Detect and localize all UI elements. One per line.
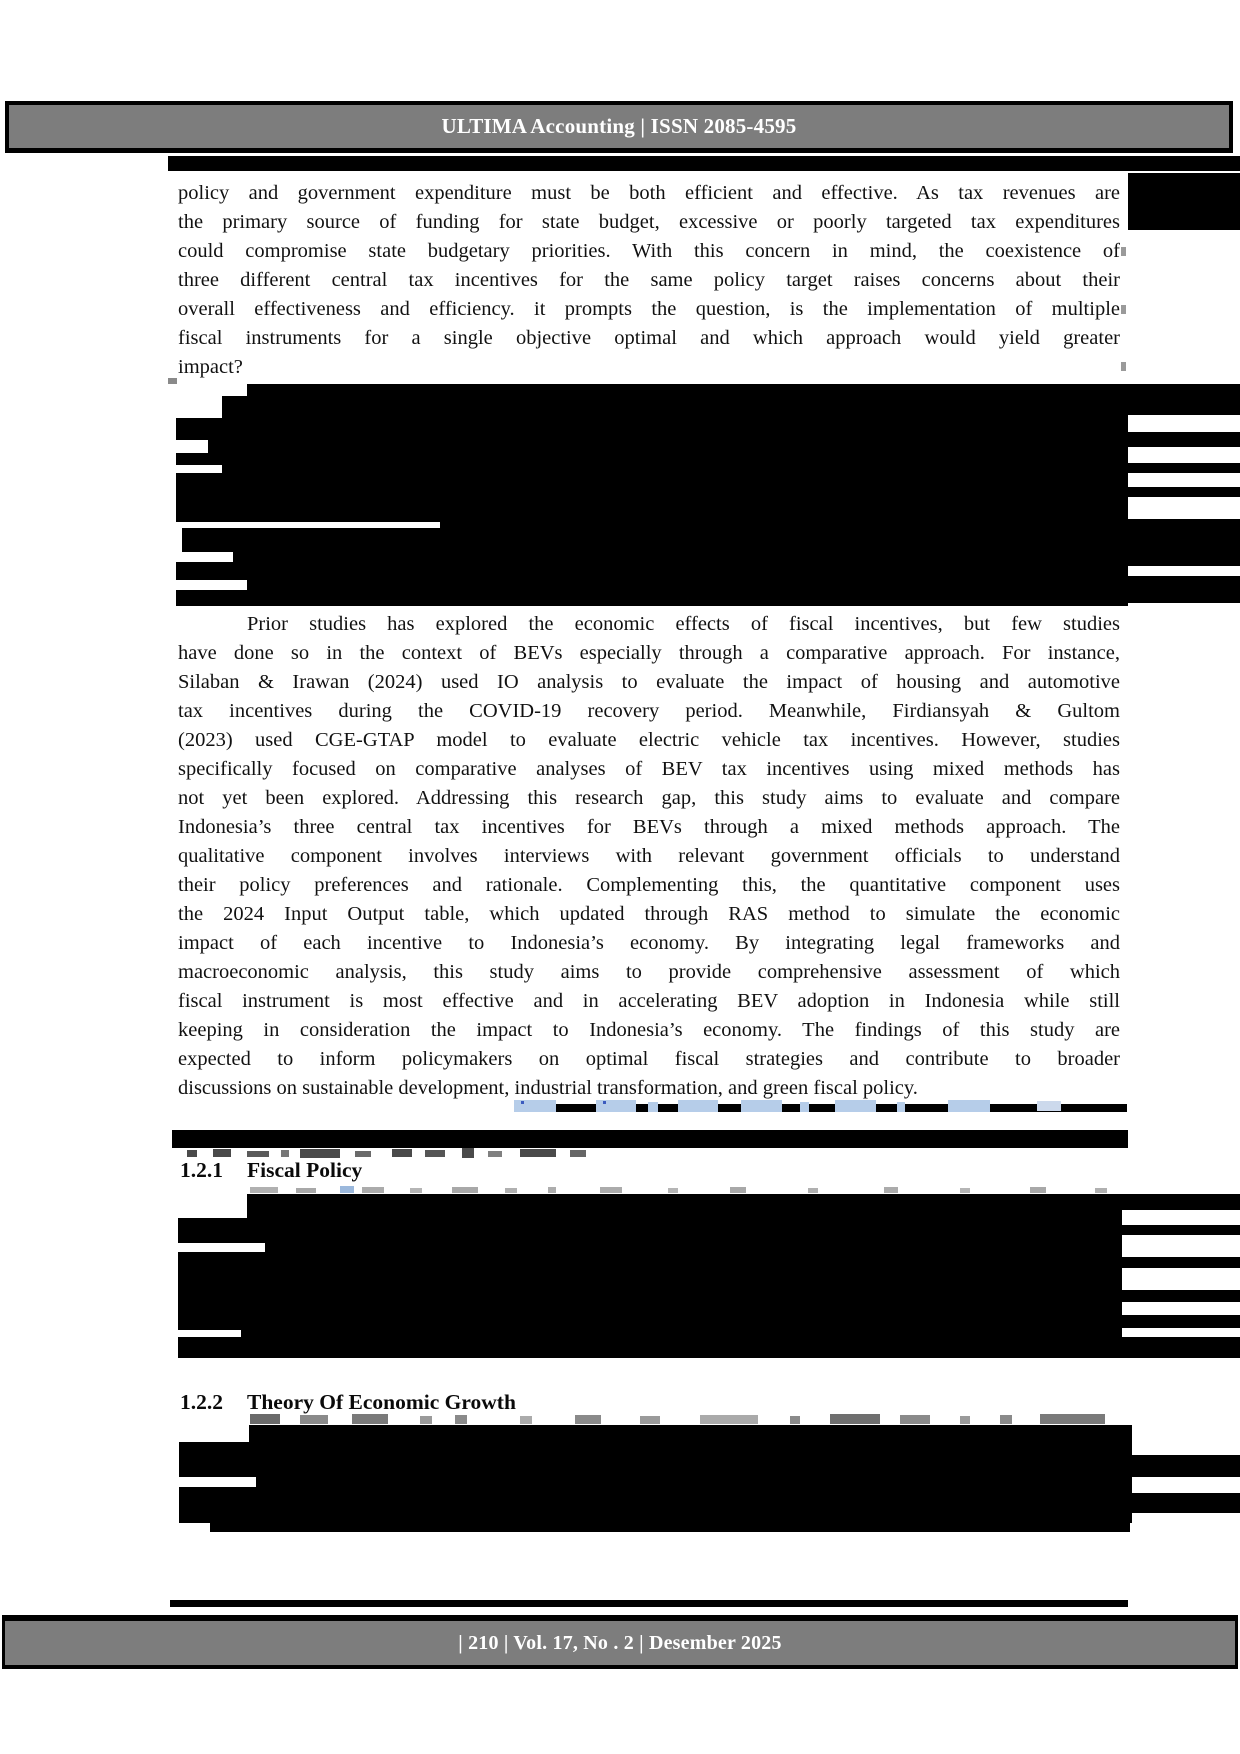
redaction-block (603, 1101, 606, 1104)
redaction-block (1121, 247, 1126, 256)
body-text-line: qualitative component involves interviews with relevant government officials to understand (178, 845, 1120, 867)
redaction-block (352, 1414, 388, 1424)
body-text-line: the 2024 Input Output table, which updated through RAS method to simulate the economic (178, 903, 1120, 925)
redaction-block (1122, 1257, 1240, 1268)
redaction-block (1128, 576, 1240, 603)
redaction-block (521, 1101, 524, 1104)
journal-footer-bar (2, 1615, 1238, 1669)
section-title: Theory Of Economic Growth (247, 1390, 516, 1414)
redaction-block (741, 1100, 782, 1112)
redaction-block (596, 1100, 636, 1112)
redaction-block (948, 1100, 990, 1112)
body-text-line: Silaban & Irawan (2024) used IO analysis to evaluate the impact of housing and automotive (178, 671, 1120, 693)
redaction-block (505, 1188, 517, 1193)
journal-header-text: ULTIMA Accounting | ISSN 2085-4595 (441, 114, 797, 138)
body-text-line: Prior studies has explored the economic effects of fiscal incentives, but few studies (247, 613, 1120, 635)
paragraph-prior-studies (178, 610, 1120, 1103)
section-heading-1-2-1 (180, 1157, 362, 1183)
redaction-block (187, 1150, 197, 1157)
redaction-block (250, 1187, 278, 1193)
redaction-block (1030, 1187, 1046, 1193)
section-number: 1.2.2 (180, 1390, 223, 1414)
redaction-block (172, 1130, 1128, 1148)
redaction-block (1040, 1414, 1105, 1424)
redaction-block (488, 1151, 502, 1157)
body-text-line: their policy preferences and rationale. Complementing this, the quantitative component uses (178, 874, 1120, 896)
redaction-block (296, 1188, 316, 1193)
redaction-block (178, 1337, 1122, 1358)
redaction-block (678, 1100, 718, 1112)
redaction-block (808, 1188, 818, 1193)
redaction-block (455, 1415, 467, 1424)
redaction-block (830, 1414, 880, 1424)
redaction-block (1128, 432, 1240, 447)
body-text-line: policy and government expenditure must be both efficient and effective. As tax revenues are (178, 182, 1120, 204)
redaction-block (179, 1442, 1132, 1477)
body-text-line: tax incentives during the COVID-19 recovery period. Meanwhile, Firdiansyah & Gultom (178, 700, 1120, 722)
redaction-block (884, 1187, 898, 1193)
redaction-block (170, 1600, 1128, 1607)
redaction-block (410, 1188, 422, 1193)
redaction-block (800, 1102, 809, 1112)
redaction-block (249, 1425, 1132, 1442)
redaction-block (178, 1252, 1122, 1330)
redaction-block (1128, 384, 1240, 415)
redaction-block (425, 1150, 445, 1157)
redaction-block (1095, 1188, 1107, 1193)
redaction-block (176, 590, 1128, 606)
paragraph-intro (178, 179, 1120, 382)
journal-footer-text: | 210 | Vol. 17, No . 2 | Desember 2025 (458, 1631, 782, 1654)
redaction-block (300, 1415, 328, 1424)
redaction-block (176, 418, 1128, 440)
redaction-block (179, 1487, 1132, 1513)
redaction-block (1122, 1290, 1240, 1302)
redaction-block (208, 440, 1128, 453)
body-text-line: impact? (178, 356, 243, 378)
redaction-block (1121, 362, 1126, 371)
redaction-block (700, 1415, 758, 1424)
body-text-line: Indonesia’s three central tax incentives for BEVs through a mixed methods approach. The (178, 816, 1120, 838)
redaction-block (1128, 463, 1240, 473)
redaction-block (900, 1415, 930, 1424)
redaction-block (452, 1187, 478, 1193)
body-text-line: macroeconomic analysis, this study aims to provide comprehensive assessment of which (178, 961, 1120, 983)
redaction-block (1122, 1225, 1240, 1235)
redaction-block (960, 1188, 970, 1193)
body-text-line: overall effectiveness and efficiency. it prompts the question, is the implementation of multiple (178, 298, 1120, 320)
body-text-line: impact of each incentive to Indonesia’s economy. By integrating legal frameworks and (178, 932, 1120, 954)
section-heading-1-2-2 (180, 1389, 516, 1415)
redaction-block (168, 378, 177, 384)
redaction-block (1122, 1194, 1240, 1210)
redaction-block (1128, 519, 1240, 566)
redaction-block (520, 1416, 532, 1424)
redaction-block (897, 1102, 905, 1112)
section-number: 1.2.1 (180, 1158, 223, 1182)
body-text-line: (2023) used CGE-GTAP model to evaluate electric vehicle tax incentives. However, studies (178, 729, 1120, 751)
redaction-block (233, 552, 1128, 562)
journal-header-bar (5, 101, 1233, 153)
body-text-line: fiscal instrument is most effective and in accelerating BEV adoption in Indonesia while still (178, 990, 1120, 1012)
redaction-block (222, 465, 1128, 473)
redaction-block (1122, 1315, 1240, 1328)
redaction-block (570, 1150, 586, 1157)
body-text-line: keeping in consideration the impact to Indonesia’s economy. The findings of this study are (178, 1019, 1120, 1041)
redaction-block (176, 562, 1128, 580)
redaction-block (1121, 305, 1126, 314)
redaction-block (960, 1416, 970, 1424)
redaction-block (600, 1187, 622, 1193)
redaction-block (176, 473, 1128, 522)
redaction-block (213, 1149, 231, 1157)
body-text-line: not yet been explored. Addressing this research gap, this study aims to evaluate and compare (178, 787, 1120, 809)
redaction-block (340, 1186, 354, 1193)
redaction-block (640, 1416, 660, 1424)
redaction-block (300, 1149, 340, 1158)
redaction-block (835, 1100, 876, 1112)
redaction-block (548, 1187, 556, 1193)
body-text-line: fiscal instruments for a single objective optimal and which approach would yield greater (178, 327, 1120, 349)
body-text-line: specifically focused on comparative analyses of BEV tax incentives using mixed methods has (178, 758, 1120, 780)
redaction-block (790, 1416, 800, 1424)
redaction-block (176, 453, 1128, 465)
redaction-block (1122, 1337, 1240, 1358)
redaction-block (520, 1149, 556, 1157)
redaction-block (281, 1150, 289, 1157)
body-text-line: expected to inform policymakers on optimal fiscal strategies and contribute to broader (178, 1048, 1120, 1070)
body-text-line: three different central tax incentives for the same policy target raises concerns about their (178, 269, 1120, 291)
redaction-block (392, 1149, 412, 1157)
body-text-line: discussions on sustainable development, industrial transformation, and green fiscal policy. (178, 1077, 918, 1099)
redaction-block (355, 1151, 371, 1157)
redaction-block (575, 1415, 601, 1424)
redaction-block (265, 1243, 1122, 1252)
redaction-block (1000, 1415, 1012, 1424)
body-text-line: could compromise state budgetary priorities. With this concern in mind, the coexistence of (178, 240, 1120, 262)
redaction-block (247, 1151, 269, 1157)
redaction-block (1128, 487, 1240, 497)
redaction-block (1132, 1493, 1240, 1513)
redaction-block (420, 1416, 432, 1424)
redaction-block (210, 1523, 1130, 1532)
redaction-block (648, 1102, 658, 1112)
redaction-block (179, 1513, 1132, 1523)
redaction-block (178, 1218, 1122, 1243)
redaction-block (1037, 1101, 1061, 1111)
redaction-block (1132, 1455, 1240, 1477)
body-text-line: have done so in the context of BEVs especially through a comparative approach. For instance, (178, 642, 1120, 664)
redaction-block (1128, 173, 1240, 230)
redaction-block (462, 1148, 474, 1158)
redaction-block (241, 1330, 1122, 1337)
redaction-block (247, 1194, 1122, 1218)
redaction-block (362, 1187, 384, 1193)
redaction-block (250, 1414, 280, 1424)
redaction-block (168, 156, 1240, 171)
redaction-block (222, 396, 1128, 418)
redaction-block (668, 1188, 678, 1193)
section-title: Fiscal Policy (247, 1158, 363, 1182)
redaction-block (247, 580, 1128, 590)
redaction-block (182, 528, 1128, 552)
body-text-line: the primary source of funding for state budget, excessive or poorly targeted tax expenditures (178, 211, 1120, 233)
redaction-block (730, 1187, 746, 1193)
redaction-block (256, 1477, 1132, 1487)
